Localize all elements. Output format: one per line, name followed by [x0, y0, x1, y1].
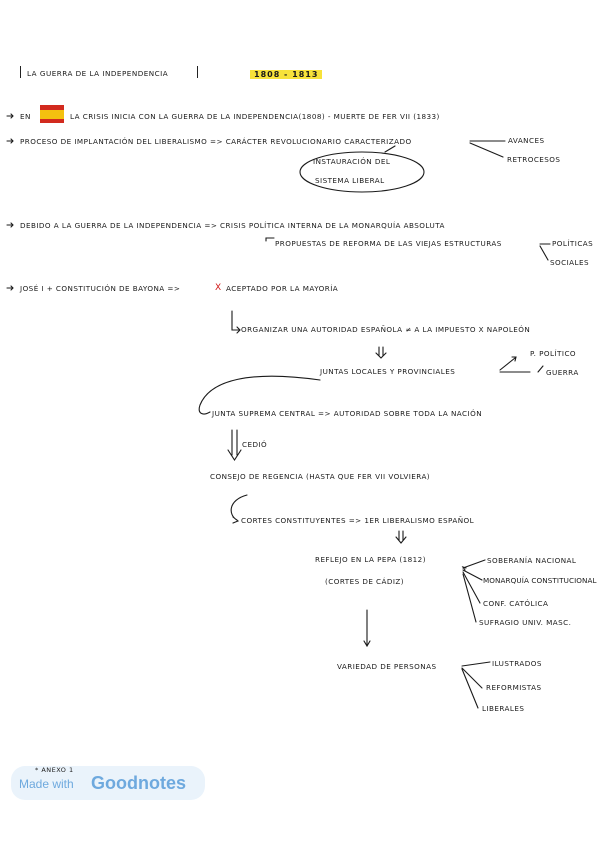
variedad-branch-reformistas: REFORMISTAS — [486, 683, 542, 692]
spain-flag-icon — [40, 105, 64, 123]
bullet-2-branch-avances: AVANCES — [508, 136, 545, 145]
bullet-3-sub: PROPUESTAS DE REFORMA DE LAS VIEJAS ESTRUCTURAS — [275, 239, 502, 248]
flow-step-3-note: CEDIÓ — [242, 440, 268, 449]
bullet-2-branch-retrocesos: RETROCESOS — [507, 155, 561, 164]
variedad-branch-ilustrados: ILUSTRADOS — [492, 659, 542, 668]
red-x-mark: X — [215, 283, 222, 293]
bullet-1-text: LA CRISIS INICIA CON LA GUERRA DE LA INDEPENDENCIA(1808) - MUERTE DE FER VII (1833) — [70, 112, 440, 121]
flow-step-2-branch-guerra: GUERRA — [546, 368, 579, 377]
pepa-branch-monarquia: MONARQUÍA CONSTITUCIONAL — [483, 576, 597, 585]
pepa-branch-catolica: CONF. CATÓLICA — [483, 599, 549, 608]
flow-step-1: ORGANIZAR UNA AUTORIDAD ESPAÑOLA ≠ A LA IMPUESTO X NAPOLEÓN — [241, 325, 531, 334]
bullet-arrow-icons — [7, 114, 13, 290]
bullet-2-text: PROCESO DE IMPLANTACIÓN DEL LIBERALISMO => CARÁCTER REVOLUCIONARIO CARACTERIZADO — [20, 137, 412, 146]
oval-text-line-2: SISTEMA LIBERAL — [315, 176, 385, 185]
flow-step-4: CONSEJO DE REGENCIA (HASTA QUE FER VII VOLVIERA) — [210, 472, 431, 481]
pepa-branch-soberania: SOBERANÍA NACIONAL — [487, 556, 577, 565]
flow-step-7: VARIEDAD DE PERSONAS — [337, 662, 437, 671]
oval-text-line-1: INSTAURACIÓN DEL — [313, 157, 391, 166]
flow-step-5: CORTES CONSTITUYENTES => 1ER LIBERALISMO ESPAÑOL — [241, 516, 475, 525]
bullet-4-text-a: JOSÉ I + CONSTITUCIÓN DE BAYONA => — [20, 284, 181, 293]
flow-step-3: JUNTA SUPREMA CENTRAL => AUTORIDAD SOBRE TODA LA NACIÓN — [212, 409, 483, 418]
bullet-4-text-b: ACEPTADO POR LA MAYORÍA — [226, 284, 339, 293]
dates-highlight: 1808 - 1813 — [250, 70, 322, 79]
goodnotes-logo: Goodnotes — [91, 773, 186, 793]
page-title: LA GUERRA DE LA INDEPENDENCIA — [27, 69, 169, 78]
annex-note: * ANEXO 1 — [35, 766, 74, 774]
flow-step-2-branch-politico: P. POLÍTICO — [530, 349, 577, 358]
flow-step-2: JUNTAS LOCALES Y PROVINCIALES — [320, 367, 456, 376]
bullet-3-branch-sociales: SOCIALES — [550, 258, 589, 267]
flow-step-6-line-1: REFLEJO EN LA PEPA (1812) — [315, 555, 426, 564]
bullet-1-prefix: EN — [20, 112, 31, 121]
pepa-branch-sufragio: SUFRAGIO UNIV. MASC. — [479, 618, 572, 627]
made-with-label: Made with — [19, 777, 74, 791]
bullet-3-text: DEBIDO A LA GUERRA DE LA INDEPENDENCIA => CRISIS POLÍTICA INTERNA DE LA MONARQUÍA ABSOLUTA — [20, 221, 445, 230]
bullet-3-branch-politicas: POLÍTICAS — [552, 239, 594, 248]
flow-step-6-line-2: (CORTES DE CÁDIZ) — [325, 577, 405, 586]
variedad-branch-liberales: LIBERALES — [482, 704, 525, 713]
